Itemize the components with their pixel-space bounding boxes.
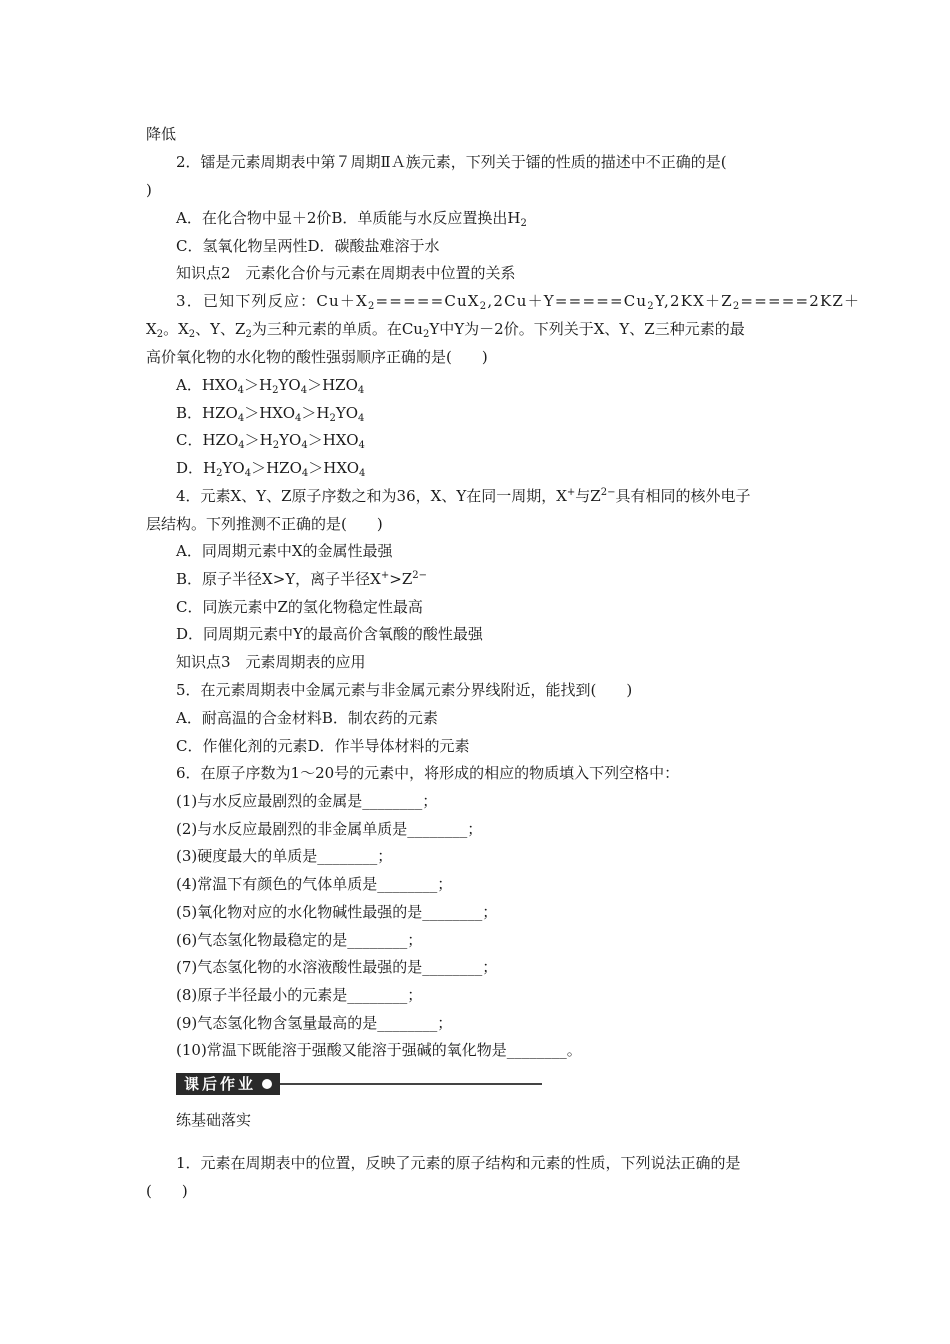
question-3-stem-cont: $X_2$。$X_2$、Y、$Z_2$为三种元素的单质。在$Cu_2Y$中Y为－2价。下列关于X、Y、Z三种元素的最 xyxy=(146,320,745,340)
homework-question-1-stem: 1．元素在周期表中的位置，反映了元素的原子结构和元素的性质，下列说法正确的是 xyxy=(176,1154,741,1172)
question-3-option-c: C．$HZO_4>H_2YO_4>HXO_4$ xyxy=(176,431,365,451)
knowledge-point-2-heading: 知识点2 元素化合价与元素在周期表中位置的关系 xyxy=(176,264,516,282)
question-6-item-7: (7)气态氢化物的水溶液酸性最强的是________； xyxy=(176,958,498,976)
knowledge-point-3-heading: 知识点3 元素周期表的应用 xyxy=(176,653,366,671)
question-3-stem-end: 高价氧化物的水化物的酸性强弱顺序正确的是( ) xyxy=(146,348,488,366)
question-6-item-9: (9)气态氢化物含氢量最高的是________； xyxy=(176,1014,453,1032)
question-3-option-d: D．$H_2YO_4>HZO_4>HXO_4$ xyxy=(176,459,366,479)
question-3-stem: 3．已知下列反应：$Cu+X_2=====CuX_2,2Cu+Y=====Cu_2Y,2KX+Z_2=====2KZ+$ xyxy=(176,292,861,312)
banner-divider-line xyxy=(280,1083,542,1085)
homework-question-1-stem-cont: ( ) xyxy=(146,1182,188,1200)
question-4-stem-cont: 层结构。下列推测不正确的是( ) xyxy=(146,515,383,533)
homework-banner-text: 课后作业 xyxy=(184,1075,257,1093)
question-6-item-3: (3)硬度最大的单质是________； xyxy=(176,847,393,865)
question-2-options-ab: A．在化合物中显＋2价B．单质能与水反应置换出$H_2$ xyxy=(176,209,527,229)
question-3-option-a: A．$HXO_4>H_2YO_4>HZO_4$ xyxy=(176,376,365,396)
question-3-option-b: B．$HZO_4>HXO_4>H_2YO_4$ xyxy=(176,404,365,424)
question-2-stem-cont: ) xyxy=(146,181,152,199)
continued-answer-text: 降低 xyxy=(146,125,177,143)
question-6-item-8: (8)原子半径最小的元素是________； xyxy=(176,986,423,1004)
question-5-options-ab: A．耐高温的合金材料B．制农药的元素 xyxy=(176,709,438,727)
homework-banner-label xyxy=(176,1073,280,1095)
homework-section-banner xyxy=(176,1073,542,1095)
question-6-stem: 6．在原子序数为1～20号的元素中，将形成的相应的物质填入下列空格中： xyxy=(176,764,680,782)
question-5-options-cd: C．作催化剂的元素D．作半导体材料的元素 xyxy=(176,737,470,755)
question-6-item-2: (2)与水反应最剧烈的非金属单质是________； xyxy=(176,820,483,838)
question-4-option-a: A．同周期元素中X的金属性最强 xyxy=(176,542,393,560)
question-4-stem: 4．元素X、Y、Z原子序数之和为36，X、Y在同一周期，X+与$Z^{2-}$具有相同的核外电子 xyxy=(176,487,751,505)
question-6-item-1: (1)与水反应最剧烈的金属是________； xyxy=(176,792,438,810)
practice-subheading: 练基础落实 xyxy=(176,1111,252,1129)
question-6-item-4: (4)常温下有颜色的气体单质是________； xyxy=(176,875,453,893)
question-6-item-5: (5)氧化物对应的水化物碱性最强的是________； xyxy=(176,903,498,921)
question-4-option-d: D．同周期元素中Y的最高价含氧酸的酸性最强 xyxy=(176,625,483,643)
question-5-stem: 5．在元素周期表中金属元素与非金属元素分界线附近，能找到( ) xyxy=(176,681,633,699)
bullet-dot-icon xyxy=(262,1079,272,1089)
question-6-item-6: (6)气态氢化物最稳定的是________； xyxy=(176,931,423,949)
question-4-option-c: C．同族元素中Z的氢化物稳定性最高 xyxy=(176,598,423,616)
question-4-option-b: B．原子半径X>Y，离子半径$X^+>Z^{2-}$ xyxy=(176,570,427,588)
question-2-options-cd: C．氢氧化物呈两性D．碳酸盐难溶于水 xyxy=(176,237,440,255)
question-6-item-10: (10)常温下既能溶于强酸又能溶于强碱的氧化物是________。 xyxy=(176,1041,582,1059)
question-2-stem: 2．镭是元素周期表中第７周期ⅡＡ族元素，下列关于镭的性质的描述中不正确的是( xyxy=(176,153,727,171)
